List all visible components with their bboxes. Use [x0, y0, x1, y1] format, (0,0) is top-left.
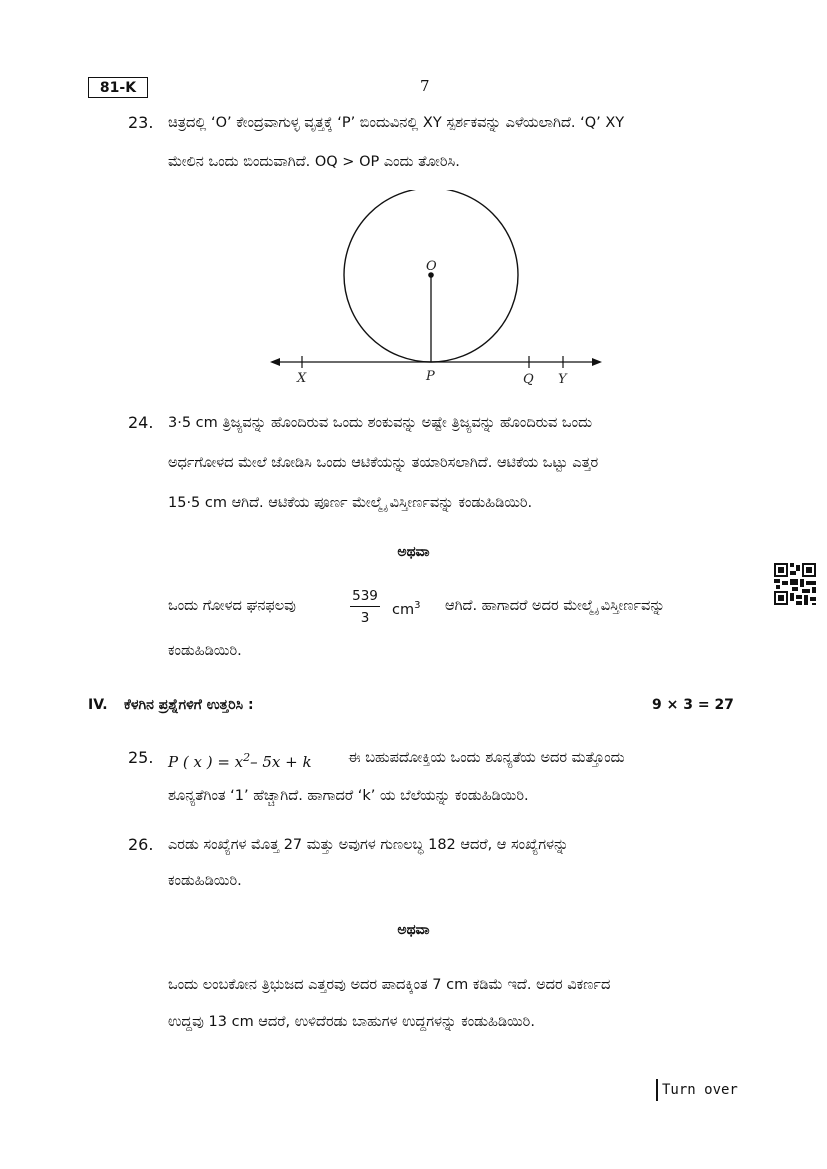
question-26-line-2: ಕಂಡುಹಿಡಿಯಿರಿ. [168, 873, 242, 889]
question-25-line-1-rest: ಈ ಬಹುಪದೋಕ್ತಿಯ ಒಂದು ಶೂನ್ಯತೆಯ ಅದರ ಮತ್ತೊಂದು [348, 750, 625, 766]
question-24-line-2: ಅರ್ಧಗೋಳದ ಮೇಲೆ ಜೋಡಿಸಿ ಒಂದು ಆಟಿಕೆಯನ್ನು ತಯಾರಿಸಲಾಗಿದೆ. ಆಟಿಕೆಯ ಒಟ್ಟು ಎತ್ತರ [168, 455, 599, 471]
question-24-alt-prefix: ಒಂದು ಗೋಳದ ಘನಫಲವು [168, 598, 296, 614]
question-24-alt-line-2: ಕಂಡುಹಿಡಿಯಿರಿ. [168, 643, 242, 659]
section-4-label: IV. [88, 697, 108, 713]
question-23-line-2: ಮೇಲಿನ ಒಂದು ಬಿಂದುವಾಗಿದೆ. OQ > OP ಎಂದು ತೋರಿಸಿ. [168, 154, 460, 170]
or-heading-24: ಅಥವಾ [397, 544, 430, 560]
qr-code-icon [774, 563, 816, 605]
polynomial-part-b: – 5x + k [250, 753, 312, 771]
label-x: X [297, 371, 307, 386]
question-24-line-3: 15·5 cm ಆಗಿದೆ. ಆಟಿಕೆಯ ಪೂರ್ಣ ಮೇಲ್ಮೈ ವಿಸ್ತೀರ್ಣವನ್ನು ಕಂಡುಹಿಡಿಯಿರಿ. [168, 495, 533, 511]
tangent-arrow-left-icon [270, 358, 280, 366]
tangent-arrow-right-icon [592, 358, 602, 366]
turn-over-label: Turn over [656, 1079, 738, 1101]
question-25-line-2: ಶೂನ್ಯತೆಗಿಂತ ‘1’ ಹೆಚ್ಚಾಗಿದೆ. ಹಾಗಾದರೆ ‘k’ ಯ ಬೆಲೆಯನ್ನು ಕಂಡುಹಿಡಿಯಿರಿ. [168, 788, 529, 804]
label-p: P [426, 369, 435, 384]
question-26-alt-line-1: ಒಂದು ಲಂಬಕೋನ ತ್ರಿಭುಜದ ಎತ್ತರವು ಅದರ ಪಾದಕ್ಕಿಂತ 7 cm ಕಡಿಮೆ ಇದೆ. ಅದರ ವಿಕರ್ಣದ [168, 977, 611, 993]
volume-fraction [350, 588, 380, 626]
or-heading-26: ಅಥವಾ [397, 922, 430, 938]
fraction-numerator: 539 [350, 588, 380, 607]
question-24-line-1: 3·5 cm ತ್ರಿಜ್ಯವನ್ನು ಹೊಂದಿರುವ ಒಂದು ಶಂಕುವನ್ನು ಅಷ್ಟೇ ತ್ರಿಜ್ಯವನ್ನು ಹೊಂದಿರುವ ಒಂದು [168, 415, 593, 431]
question-25-number: 25. [128, 748, 154, 767]
question-26-alt-line-2: ಉದ್ದವು 13 cm ಆದರೆ, ಉಳಿದೆರಡು ಬಾಹುಗಳ ಉದ್ದಗಳನ್ನು ಕಂಡುಹಿಡಿಯಿರಿ. [168, 1014, 535, 1030]
section-4-title: ಕೆಳಗಿನ ಪ್ರಶ್ನೆಗಳಿಗೆ ಉತ್ತರಿಸಿ : [124, 697, 254, 713]
polynomial-exponent: 2 [243, 751, 251, 764]
tangent-circle-figure [260, 190, 610, 390]
paper-code: 81-K [88, 77, 148, 98]
question-23-number: 23. [128, 113, 154, 132]
section-4-marks: 9 × 3 = 27 [652, 697, 734, 713]
polynomial-part-a: P ( x ) = x [168, 753, 244, 771]
label-y: Y [558, 372, 567, 387]
question-23-line-1: ಚಿತ್ರದಲ್ಲಿ ‘O’ ಕೇಂದ್ರವಾಗುಳ್ಳ ವೃತ್ತಕ್ಕೆ ‘P’ ಬಿಂದುವಿನಲ್ಲಿ XY ಸ್ಪರ್ಶಕವನ್ನು ಎಳೆಯಲಾಗಿದೆ. ‘Q’ XY [168, 115, 625, 131]
unit-exponent: 3 [414, 600, 421, 611]
question-26-line-1: ಎರಡು ಸಂಖ್ಯೆಗಳ ಮೊತ್ತ 27 ಮತ್ತು ಅವುಗಳ ಗುಣಲಬ್ಧ 182 ಆದರೆ, ಆ ಸಂಖ್ಯೆಗಳನ್ನು [168, 837, 569, 853]
label-o: O [426, 259, 437, 274]
volume-unit [392, 596, 420, 620]
question-24-number: 24. [128, 413, 154, 432]
label-q: Q [523, 372, 534, 387]
page-number: 7 [420, 77, 430, 95]
unit-cm: cm [392, 601, 415, 618]
fraction-denominator: 3 [360, 610, 370, 626]
question-24-alt-suffix: ಆಗಿದೆ. ಹಾಗಾದರೆ ಅದರ ಮೇಲ್ಮೈ ವಿಸ್ತೀರ್ಣವನ್ನು [445, 598, 665, 614]
polynomial-expression [168, 748, 312, 772]
question-26-number: 26. [128, 835, 154, 854]
